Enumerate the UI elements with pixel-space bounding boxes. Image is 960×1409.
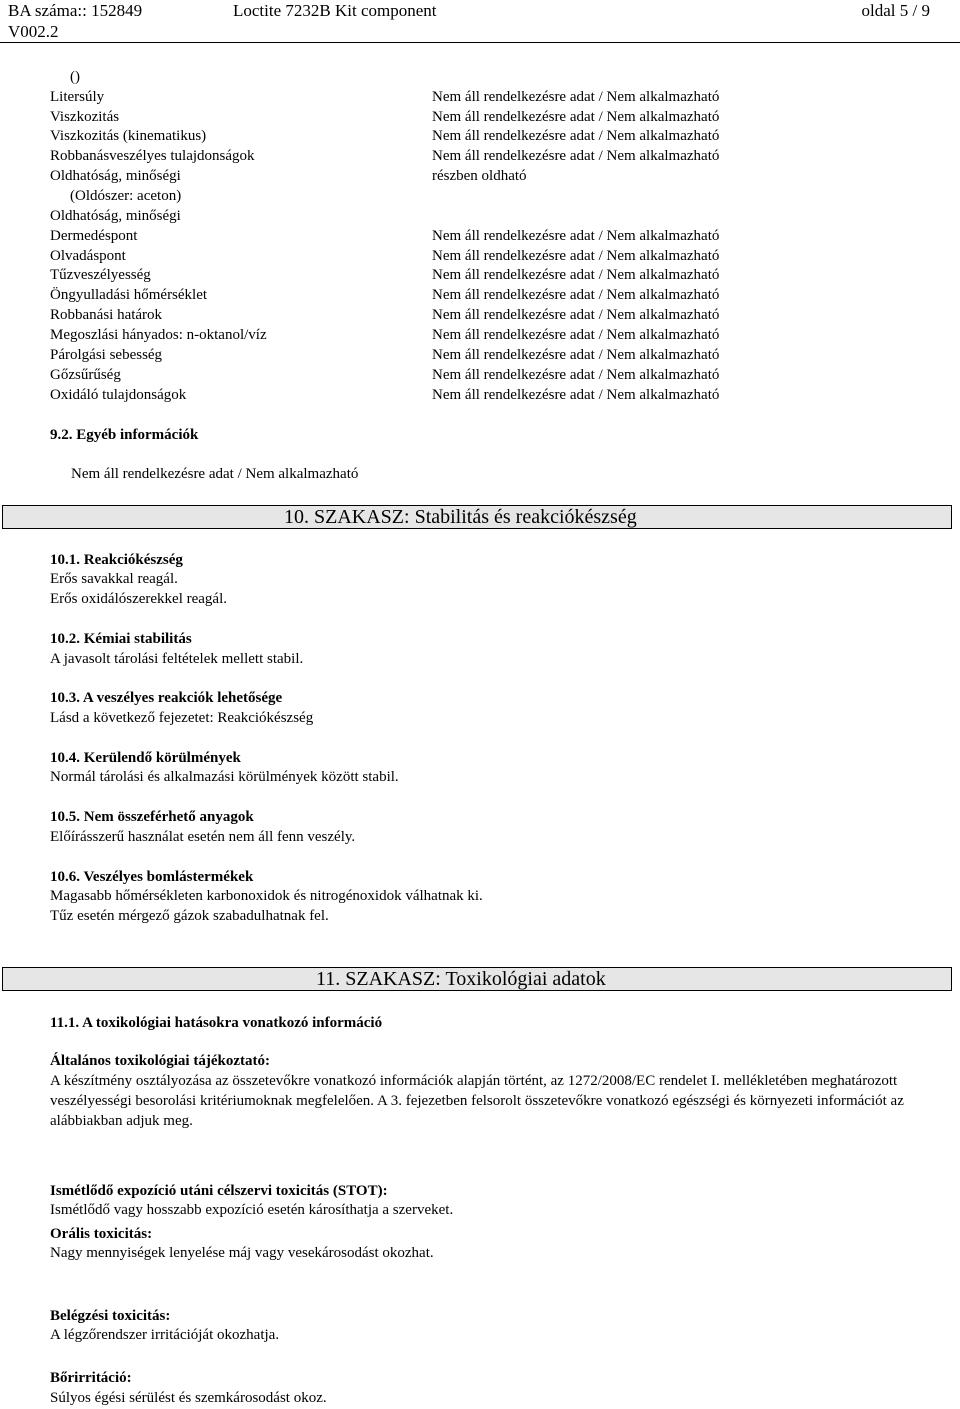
property-value: Nem áll rendelkezésre adat / Nem alkalmazható	[432, 267, 720, 283]
property-label: Robbanásveszélyes tulajdonságok	[50, 148, 255, 164]
property-label: Oxidáló tulajdonságok	[50, 387, 187, 403]
subsection-text: Erős savakkal reagál.	[50, 571, 178, 587]
property-value: Nem áll rendelkezésre adat / Nem alkalmazható	[432, 109, 720, 125]
property-label: Viszkozitás (kinematikus)	[50, 128, 207, 144]
subsection-text: Előírásszerű használat esetén nem áll fenn veszély.	[50, 829, 356, 845]
property-value: Nem áll rendelkezésre adat / Nem alkalmazható	[432, 128, 720, 144]
property-label: Öngyulladási hőmérséklet	[50, 287, 208, 303]
property-value: Nem áll rendelkezésre adat / Nem alkalmazható	[432, 327, 720, 343]
subsection-text: A javasolt tárolási feltételek mellett stabil.	[50, 651, 304, 667]
page-number: oldal 5 / 9	[861, 1, 930, 20]
property-label: (Oldószer: aceton)	[70, 188, 182, 204]
skin-irritation-text: Súlyos égési sérülést és szemkárosodást okoz.	[50, 1390, 327, 1406]
subsection-text: Magasabb hőmérsékleten karbonoxidok és nitrogénoxidok válhatnak ki.	[50, 888, 483, 904]
property-label: Viszkozitás	[50, 109, 120, 125]
property-label: Gőzsűrűség	[50, 367, 121, 383]
subsection-heading: 11.1. A toxikológiai hatásokra vonatkozó információ	[50, 1015, 383, 1031]
general-tox-text: A készítmény osztályozása az összetevőkre vonatkozó információk alapján történt, az 1272/2008/EC rendelet I. mellékletében meghatározott veszélyességi besorolási kritériumoknak megfelelően. A 3. fejezetben felsorolt összetevőkre vonatkozó egészségi és környezeti információt az alábbiakban adjuk meg.	[50, 1073, 904, 1129]
property-value: Nem áll rendelkezésre adat / Nem alkalmazható	[432, 287, 720, 303]
property-label: Dermedéspont	[50, 228, 138, 244]
section-9-2-text: Nem áll rendelkezésre adat / Nem alkalmazható	[71, 466, 359, 482]
property-value: Nem áll rendelkezésre adat / Nem alkalmazható	[432, 307, 720, 323]
property-value: Nem áll rendelkezésre adat / Nem alkalmazható	[432, 148, 720, 164]
subsection-heading: 10.6. Veszélyes bomlástermékek	[50, 869, 254, 885]
property-label: Párolgási sebesség	[50, 347, 163, 363]
header-divider	[0, 42, 960, 43]
version: V002.2	[8, 22, 59, 41]
subsection-heading: 10.4. Kerülendő körülmények	[50, 750, 241, 766]
subsection-heading: 10.2. Kémiai stabilitás	[50, 631, 192, 647]
property-label: Robbanási határok	[50, 307, 163, 323]
property-label: Oldhatóság, minőségi	[50, 168, 181, 184]
oral-tox-heading: Orális toxicitás:	[50, 1226, 153, 1242]
stot-text: Ismétlődő vagy hosszabb expozíció esetén károsíthatja a szerveket.	[50, 1202, 454, 1218]
property-label: ()	[70, 69, 80, 85]
oral-tox-text: Nagy mennyiségek lenyelése máj vagy vesekárosodást okozhat.	[50, 1245, 434, 1261]
property-value: Nem áll rendelkezésre adat / Nem alkalmazható	[432, 367, 720, 383]
subsection-text: Normál tárolási és alkalmazási körülmények között stabil.	[50, 769, 399, 785]
property-label: Tűzveszélyesség	[50, 267, 151, 283]
property-label: Megoszlási hányados: n-oktanol/víz	[50, 327, 267, 343]
section-9-2-heading: 9.2. Egyéb információk	[50, 427, 199, 443]
property-value: Nem áll rendelkezésre adat / Nem alkalmazható	[432, 89, 720, 105]
stot-heading: Ismétlődő expozíció utáni célszervi toxicitás (STOT):	[50, 1183, 388, 1199]
inhal-tox-text: A légzőrendszer irritációját okozhatja.	[50, 1327, 280, 1343]
general-tox-heading: Általános toxikológiai tájékoztató:	[50, 1053, 270, 1069]
subsection-text: Tűz esetén mérgező gázok szabadulhatnak fel.	[50, 908, 329, 924]
section-10-title: 10. SZAKASZ: Stabilitás és reakciókészség	[284, 506, 637, 528]
subsection-heading: 10.5. Nem összeférhető anyagok	[50, 809, 254, 825]
subsection-heading: 10.3. A veszélyes reakciók lehetősége	[50, 690, 283, 706]
skin-irritation-heading: Bőrirritáció:	[50, 1370, 132, 1386]
subsection-text: Erős oxidálószerekkel reagál.	[50, 591, 228, 607]
property-value: Nem áll rendelkezésre adat / Nem alkalmazható	[432, 387, 720, 403]
property-label: Olvadáspont	[50, 248, 126, 264]
property-label: Oldhatóság, minőségi	[50, 208, 181, 224]
property-value: Nem áll rendelkezésre adat / Nem alkalmazható	[432, 228, 720, 244]
inhal-tox-heading: Belégzési toxicitás:	[50, 1308, 171, 1324]
section-11-title: 11. SZAKASZ: Toxikológiai adatok	[316, 968, 606, 990]
property-label: Litersúly	[50, 89, 105, 105]
property-value: részben oldható	[432, 168, 527, 184]
subsection-text: Lásd a következő fejezetet: Reakciókészség	[50, 710, 314, 726]
property-value: Nem áll rendelkezésre adat / Nem alkalmazható	[432, 347, 720, 363]
ba-number: BA száma:: 152849	[8, 1, 143, 20]
property-value: Nem áll rendelkezésre adat / Nem alkalmazható	[432, 248, 720, 264]
product-name: Loctite 7232B Kit component	[233, 1, 437, 20]
subsection-heading: 10.1. Reakciókészség	[50, 552, 183, 568]
